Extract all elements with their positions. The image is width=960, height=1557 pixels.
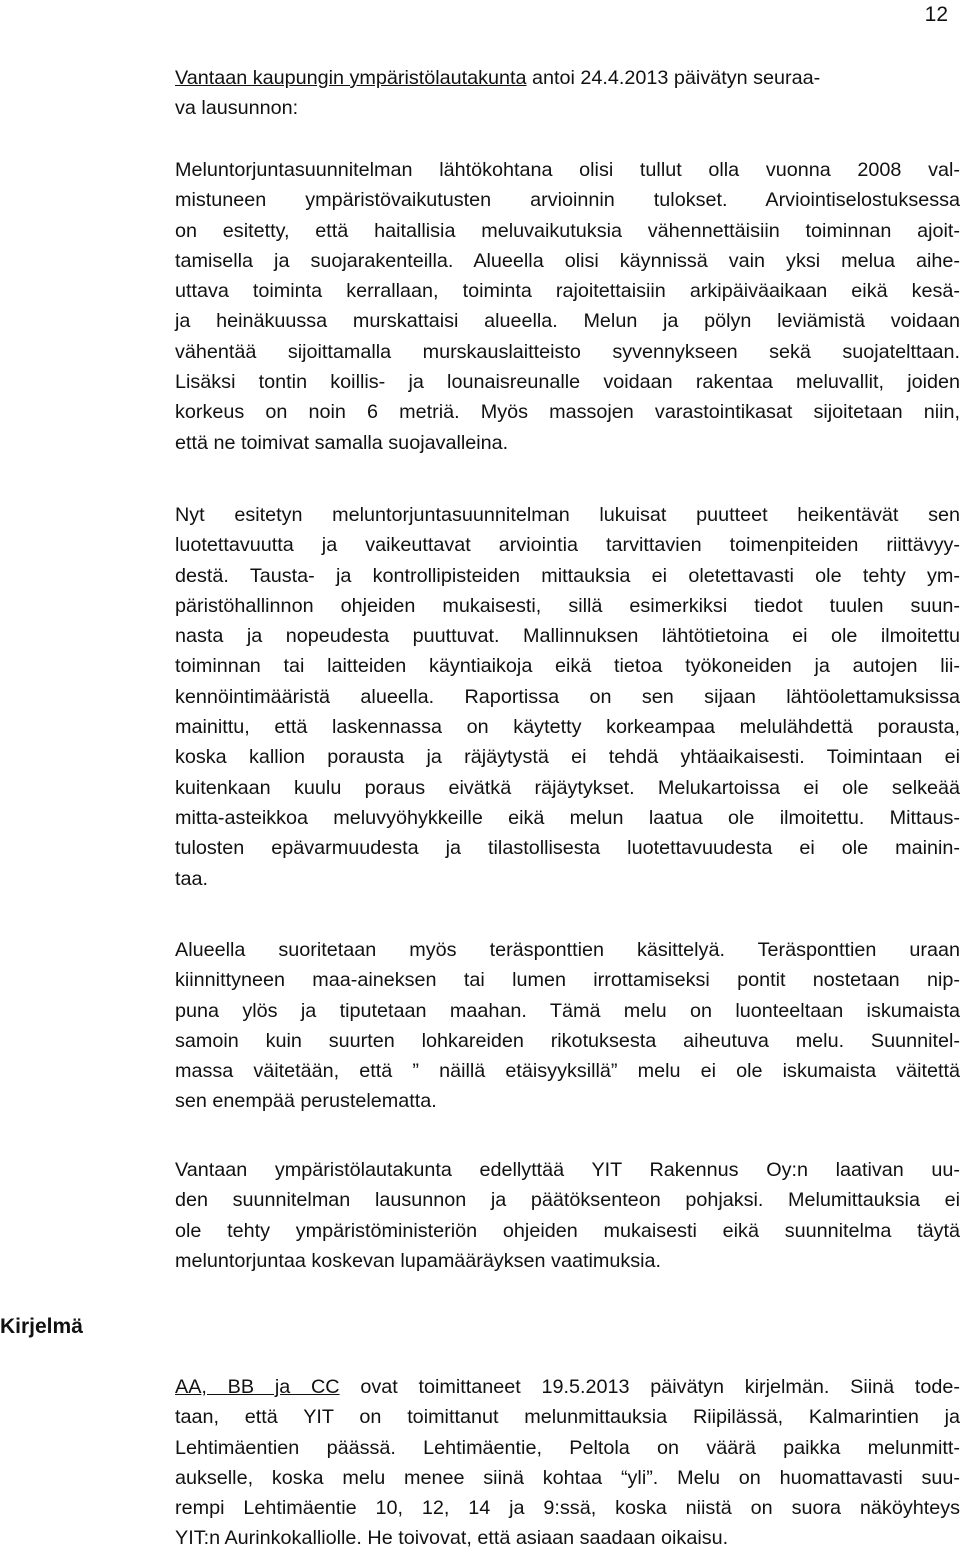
text-line: den suunnitelman lausunnon ja päätöksenteon pohjaksi. Melumittauksia ei <box>175 1189 960 1212</box>
text-fragment: antoi 24.4.2013 päivätyn seuraa- <box>526 67 821 89</box>
text-line: massa väitetään, että ” näillä etäisyyksillä” melu ei ole iskumaista väitettä <box>175 1060 960 1083</box>
paragraph-statement-background <box>175 155 960 458</box>
text-line: kennöintimääristä alueella. Raportissa on sen sijaan lähtöolettamuksissa <box>175 685 960 708</box>
text-line: nasta ja nopeudesta puuttuvat. Mallinnuksen lähtötietoina ei ole ilmoitettu <box>175 625 960 648</box>
text-line: kiinnittyneen maa-aineksen tai lumen irrottamiseksi pontit nostetaan nip- <box>175 969 960 992</box>
text-line: korkeus on noin 6 metriä. Myös massojen varastointikasat sijoitetaan niin, <box>175 401 960 424</box>
text-line: että ne toimivat samalla suojavalleina. <box>175 431 509 454</box>
paragraph-statement-sheet-piles <box>175 935 960 1117</box>
page-number: 12 <box>924 3 948 26</box>
text-line: Alueella suoritetaan myös teräsponttien käsittelyä. Teräsponttien uraan <box>175 939 960 961</box>
text-line: sen enempää perustelematta. <box>175 1090 437 1113</box>
petitioner-name: CC <box>310 1376 340 1398</box>
text-line: vähentää sijoittamalla murskauslaitteisto syvennykseen sekä suojatelttaan. <box>175 340 960 363</box>
paragraph-petition <box>175 1372 960 1554</box>
text-line: Lehtimäentien päässä. Lehtimäentie, Peltola on väärä paikka melunmitt- <box>175 1436 960 1459</box>
text-line: Vantaan ympäristölautakunta edellyttää YIT Rakennus Oy:n laativan uu- <box>175 1159 960 1181</box>
text-fragment: , <box>201 1376 228 1398</box>
paragraph-statement-intro <box>175 63 960 124</box>
text-fragment: ovat toimittaneet 19.5.2013 päivätyn kirjelmän. Siinä tode- <box>339 1376 960 1398</box>
text-line: meluntorjuntaa koskevan lupamääräyksen vaatimuksia. <box>175 1249 661 1272</box>
text-line: taan, että YIT on toimittanut melunmittauksia Riipilässä, Kalmarintien ja <box>175 1406 960 1429</box>
text-line: kuitenkaan kuulu poraus eivätkä räjäytykset. Melukartoissa ei ole selkeää <box>175 776 960 799</box>
text-line: mainittu, että laskennassa on käytetty korkeampaa melulähdettä porausta, <box>175 716 960 739</box>
text-line: päristöhallinnon ohjeiden mukaisesti, sillä esimerkiksi tiedot tuulen suun- <box>175 594 960 617</box>
text-line: ja heinäkuussa murskattaisi alueella. Melun ja pölyn leviämistä voidaan <box>175 310 960 333</box>
text-line <box>175 1372 960 1402</box>
text-line: on esitetty, että haitallisia meluvaikutuksia vähennettäisiin toiminnan ajoit- <box>175 219 960 242</box>
text-line <box>175 63 960 93</box>
text-line: koska kallion porausta ja räjäytystä ei tehdä yhtäaikaisesti. Toimintaan ei <box>175 746 960 769</box>
authority-link: Vantaan kaupungin ympäristölautakunta <box>175 67 527 89</box>
text-line: rempi Lehtimäentie 10, 12, 14 ja 9:ssä, koska niistä on suora näköyhteys <box>175 1497 960 1520</box>
text-fragment: ja <box>254 1376 311 1398</box>
section-label-kirjelma: Kirjelmä <box>0 1315 83 1338</box>
text-line: luotettavuutta ja vaikeuttavat arviointia tarvittavien toimenpiteiden riittävyy- <box>175 534 960 557</box>
text-line: destä. Tausta- ja kontrollipisteiden mittauksia ei oletettavasti ole tehty ym- <box>175 564 960 587</box>
text-line: puna ylös ja tiputetaan maahan. Tämä melu on luonteeltaan iskumaista <box>175 999 960 1022</box>
paragraph-statement-requirement <box>175 1155 960 1276</box>
text-line: ole tehty ympäristöministeriön ohjeiden mukaisesti eikä suunnitelma täytä <box>175 1219 960 1242</box>
text-line: Nyt esitetyn meluntorjuntasuunnitelman lukuisat puutteet heikentävät sen <box>175 504 960 526</box>
text-line: mitta-asteikkoa meluvyöhykkeille eikä melun laatua ole ilmoitettu. Mittaus- <box>175 806 960 829</box>
text-line: tulosten epävarmuudesta ja tilastollisesta luotettavuudesta ei ole mainin- <box>175 837 960 860</box>
text-line: Meluntorjuntasuunnitelman lähtökohtana olisi tullut olla vuonna 2008 val- <box>175 159 960 181</box>
text-line: tamisella ja suojarakenteilla. Alueella olisi käynnissä vain yksi melua aihe- <box>175 249 960 272</box>
text-line: aukselle, koska melu menee siinä kohtaa “yli”. Melu on huomattavasti suu- <box>175 1466 960 1489</box>
petitioner-name: BB <box>227 1376 255 1398</box>
text-line: toiminnan tai laitteiden käyntiaikoja eikä tietoa työkoneiden ja autojen lii- <box>175 655 960 678</box>
text-line: va lausunnon: <box>175 97 299 120</box>
text-line: samoin kuin suurten lohkareiden rikotuksesta aiheutuva melu. Suunnitel- <box>175 1029 960 1052</box>
text-line: uttava toiminta kerrallaan, toiminta rajoitettaisiin arkipäiväaikaan eikä kesä- <box>175 280 960 303</box>
text-line: YIT:n Aurinkokalliolle. He toivovat, että asiaan saadaan oikaisu. <box>175 1527 729 1550</box>
text-line: taa. <box>175 867 208 890</box>
paragraph-statement-deficiencies <box>175 500 960 894</box>
petitioner-name: AA <box>175 1376 202 1398</box>
text-line: Lisäksi tontin koillis- ja lounaisreunalle voidaan rakentaa meluvallit, joiden <box>175 371 960 394</box>
text-line: mistuneen ympäristövaikutusten arvioinnin tulokset. Arviointiselostuksessa <box>175 189 960 212</box>
